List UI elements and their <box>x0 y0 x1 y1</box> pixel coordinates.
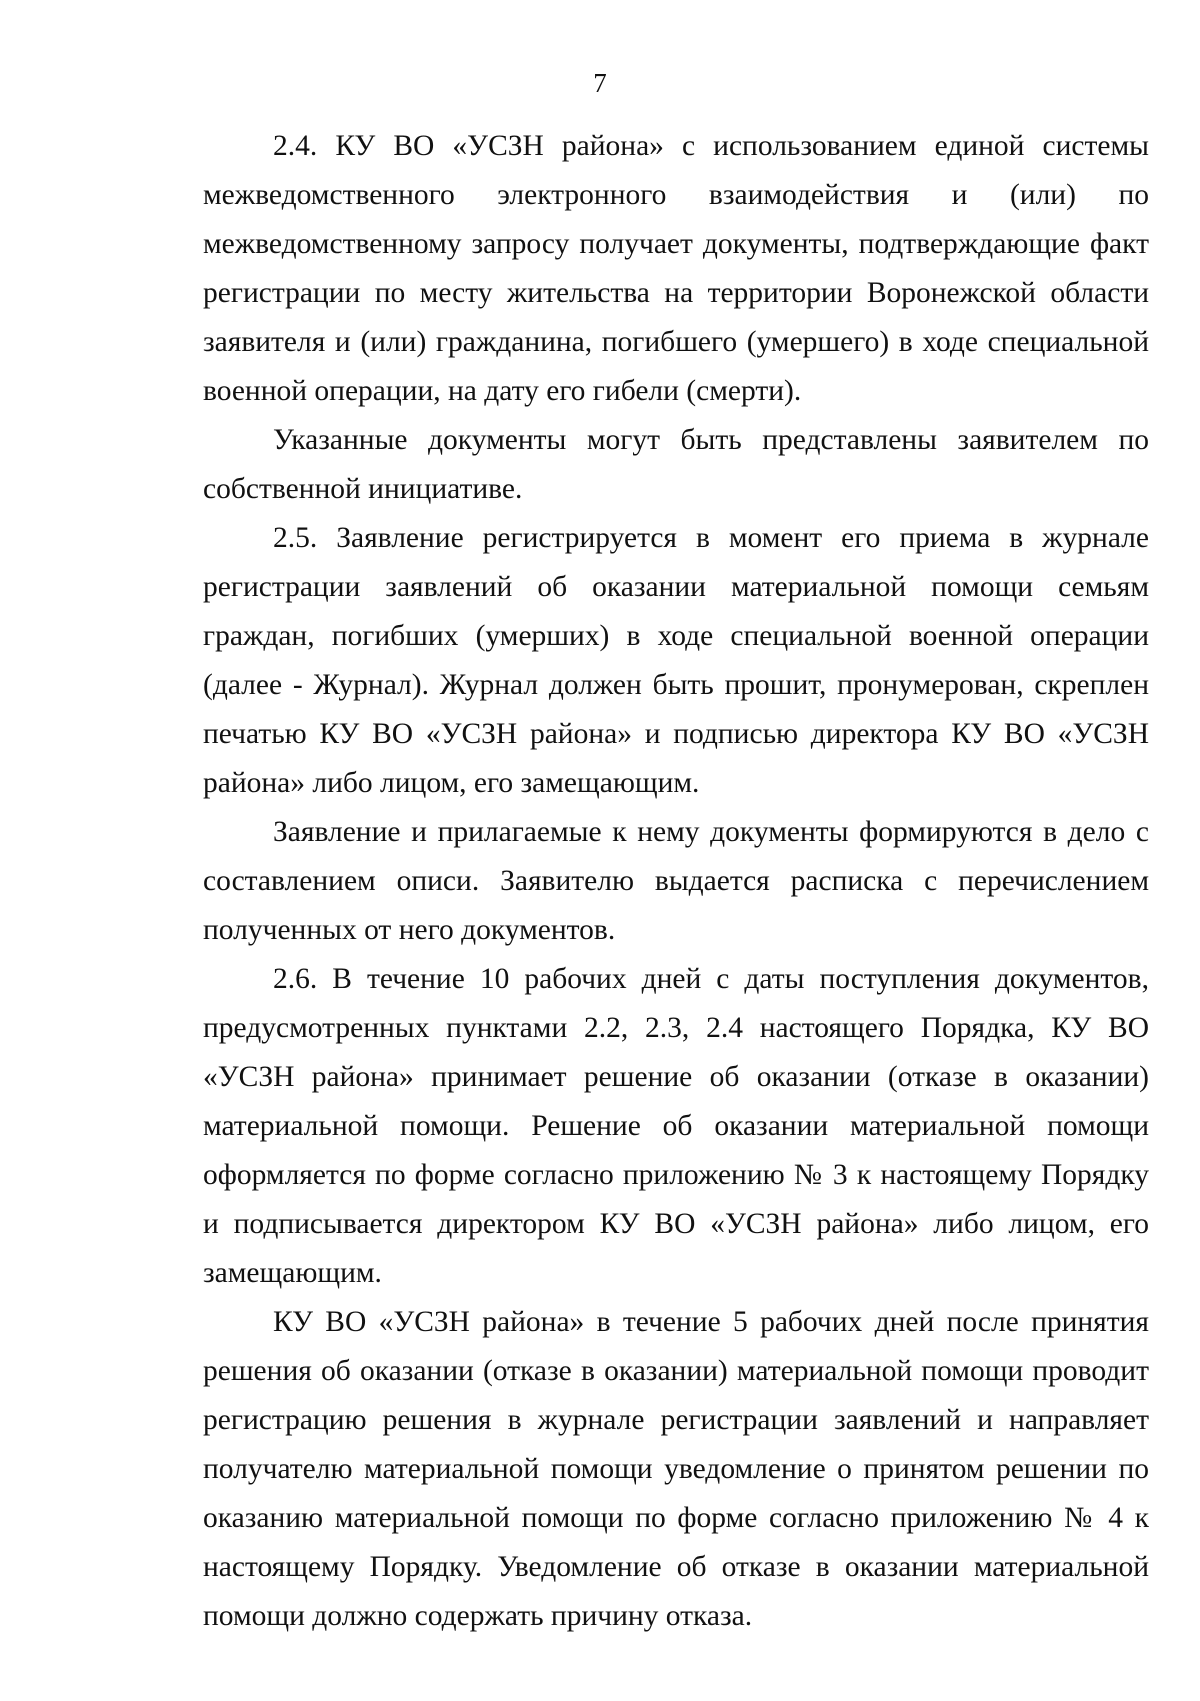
document-body <box>203 122 1149 1641</box>
paragraph-documents-own-initiative: Указанные документы могут быть представлены заявителем по собственной инициативе. <box>203 424 1149 505</box>
paragraph-2-5: 2.5. Заявление регистрируется в момент его приема в журнале регистрации заявлений об оказании материальной помощи семьям граждан, погибших (умерших) в ходе специальной военной операции (далее - Журнал). Журнал должен быть прошит, пронумерован, скреплен печатью КУ ВО «УСЗН района» и подписью директора КУ ВО «УСЗН района» либо лицом, его замещающим. <box>203 522 1149 799</box>
paragraph-case-file-inventory: Заявление и прилагаемые к нему документы формируются в дело с составлением описи. Заявителю выдается расписка с перечислением полученных от него документов. <box>203 816 1149 946</box>
paragraph-decision-notification: КУ ВО «УСЗН района» в течение 5 рабочих дней после принятия решения об оказании (отказе в оказании) материальной помощи проводит регистрацию решения в журнале регистрации заявлений и направляет получателю материальной помощи уведомление о принятом решении по оказанию материальной помощи по форме согласно приложению № 4 к настоящему Порядку. Уведомление об отказе в оказании материальной помощи должно содержать причину отказа. <box>203 1306 1149 1632</box>
paragraph-2-4: 2.4. КУ ВО «УСЗН района» с использованием единой системы межведомственного электронного взаимодействия и (или) по межведомственному запросу получает документы, подтверждающие факт регистрации по месту жительства на территории Воронежской области заявителя и (или) гражданина, погибшего (умершего) в ходе специальной военной операции, на дату его гибели (смерти). <box>203 130 1149 407</box>
page-number: 7 <box>593 68 607 98</box>
paragraph-2-6: 2.6. В течение 10 рабочих дней с даты поступления документов, предусмотренных пунктами 2.2, 2.3, 2.4 настоящего Порядка, КУ ВО «УСЗН района» принимает решение об оказании (отказе в оказании) материальной помощи. Решение об оказании материальной помощи оформляется по форме согласно приложению № 3 к настоящему Порядку и подписывается директором КУ ВО «УСЗН района» либо лицом, его замещающим. <box>203 963 1149 1289</box>
